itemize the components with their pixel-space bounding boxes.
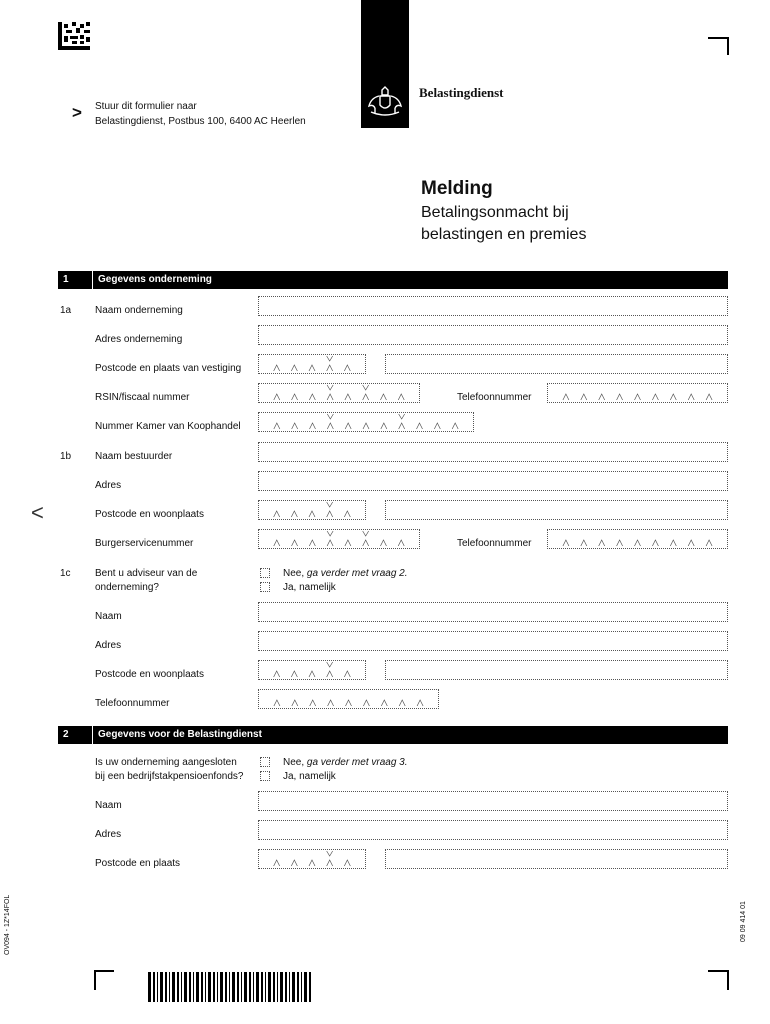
postcode-vestiging-field[interactable] (258, 354, 366, 374)
postcode-bestuurder-field[interactable] (258, 500, 366, 520)
section-1-title: Gegevens onderneming (98, 274, 212, 285)
adviseur-nee-hint: ga verder met vraag 2. (306, 568, 408, 579)
adres-fonds-field[interactable] (258, 820, 728, 840)
plaats-vestiging-field[interactable] (385, 354, 728, 374)
pensioenfonds-nee-label (283, 756, 408, 769)
section-1-divider (92, 271, 93, 289)
question-number-1a: 1a (60, 305, 72, 316)
corner-mark-bottom-left (94, 970, 114, 990)
naam-bestuurder-field[interactable] (258, 442, 728, 462)
naam-fonds-field[interactable] (258, 791, 728, 811)
label-naam-fonds: Naam (95, 800, 122, 811)
datamatrix-barcode (58, 22, 90, 50)
page-subtitle-1: Betalingsonmacht bij (421, 204, 569, 221)
label-naam-onderneming: Naam onderneming (95, 305, 183, 316)
corner-mark-top-right (708, 37, 730, 55)
label-adviseur-2: onderneming? (95, 582, 159, 593)
label-adres-onderneming: Adres onderneming (95, 334, 183, 345)
label-bsn: Burgerservicenummer (95, 538, 194, 549)
section-1-number: 1 (63, 274, 69, 285)
footer-left-code: OV094 - 1Z*14FOL (4, 894, 11, 955)
footer-right-code: 09 09 414 01 (740, 901, 747, 942)
adviseur-ja-checkbox[interactable] (260, 582, 270, 592)
pensioenfonds-ja-label: Ja, namelijk (283, 771, 336, 782)
section-2-header (58, 726, 728, 744)
rsin-field[interactable] (258, 383, 420, 403)
section-2-title: Gegevens voor de Belastingdienst (98, 729, 262, 740)
corner-mark-bottom-right (708, 970, 730, 990)
coat-of-arms-icon (365, 86, 405, 118)
pensioenfonds-nee-checkbox[interactable] (260, 757, 270, 767)
logo-text: Belastingdienst (419, 85, 504, 100)
label-adviseur-1: Bent u adviseur van de (95, 568, 198, 579)
label-telefoon-3: Telefoonnummer (95, 698, 170, 709)
pensioenfonds-ja-checkbox[interactable] (260, 771, 270, 781)
send-line-2: Belastingdienst, Postbus 100, 6400 AC Heerlen (95, 116, 306, 127)
woonplaats-bestuurder-field[interactable] (385, 500, 728, 520)
comb-dividers (259, 530, 419, 548)
adviseur-nee-label (283, 567, 408, 580)
question-number-1c: 1c (60, 568, 71, 579)
label-adres-adviseur: Adres (95, 640, 122, 651)
label-adres-bestuurder: Adres (95, 480, 122, 491)
adviseur-ja-label: Ja, namelijk (283, 582, 336, 593)
send-line-1: Stuur dit formulier naar (95, 101, 197, 112)
label-pensioenfonds-2: bij een bedrijfstakpensioenfonds? (95, 771, 244, 782)
comb-dividers (259, 355, 365, 373)
adviseur-nee-text: Nee, (283, 568, 305, 579)
label-rsin: RSIN/fiscaal nummer (95, 392, 190, 403)
label-pensioenfonds-1: Is uw onderneming aangesloten (95, 757, 237, 768)
kvk-field[interactable] (258, 412, 474, 432)
comb-dividers (259, 661, 365, 679)
naam-adviseur-field[interactable] (258, 602, 728, 622)
label-telefoon-2: Telefoonnummer (457, 538, 532, 549)
label-kvk: Nummer Kamer van Koophandel (95, 421, 241, 432)
telefoon-3-field[interactable] (258, 689, 439, 709)
naam-onderneming-field[interactable] (258, 296, 728, 316)
page-nav-back[interactable]: < (31, 500, 44, 525)
adres-adviseur-field[interactable] (258, 631, 728, 651)
section-2-divider (92, 726, 93, 744)
adres-bestuurder-field[interactable] (258, 471, 728, 491)
telefoon-2-field[interactable] (547, 529, 728, 549)
label-adres-fonds: Adres (95, 829, 122, 840)
label-postcode-woonplaats-1: Postcode en woonplaats (95, 509, 204, 520)
logo-ribbon (361, 0, 409, 128)
label-naam-adviseur: Naam (95, 611, 122, 622)
pensioenfonds-nee-hint: ga verder met vraag 3. (306, 757, 408, 768)
section-1-header (58, 271, 728, 289)
pensioenfonds-nee-text: Nee, (283, 757, 305, 768)
label-postcode-woonplaats-2: Postcode en woonplaats (95, 669, 204, 680)
telefoon-1-field[interactable] (547, 383, 728, 403)
comb-dividers (548, 384, 727, 402)
comb-dividers (548, 530, 727, 548)
page-title: Melding (421, 178, 493, 199)
bsn-field[interactable] (258, 529, 420, 549)
woonplaats-adviseur-field[interactable] (385, 660, 728, 680)
comb-dividers (259, 690, 438, 708)
barcode (148, 972, 314, 1002)
comb-dividers (259, 413, 473, 431)
label-postcode-plaats-fonds: Postcode en plaats (95, 858, 181, 869)
question-number-1b: 1b (60, 451, 72, 462)
postcode-adviseur-field[interactable] (258, 660, 366, 680)
adres-onderneming-field[interactable] (258, 325, 728, 345)
send-arrow: > (72, 103, 82, 122)
label-postcode-vestiging: Postcode en plaats van vestiging (95, 363, 242, 374)
postcode-fonds-field[interactable] (258, 849, 366, 869)
plaats-fonds-field[interactable] (385, 849, 728, 869)
page-subtitle-2: belastingen en premies (421, 226, 587, 243)
comb-dividers (259, 850, 365, 868)
label-naam-bestuurder: Naam bestuurder (95, 451, 173, 462)
comb-dividers (259, 384, 419, 402)
adviseur-nee-checkbox[interactable] (260, 568, 270, 578)
section-2-number: 2 (63, 729, 69, 740)
label-telefoon-1: Telefoonnummer (457, 392, 532, 403)
comb-dividers (259, 501, 365, 519)
